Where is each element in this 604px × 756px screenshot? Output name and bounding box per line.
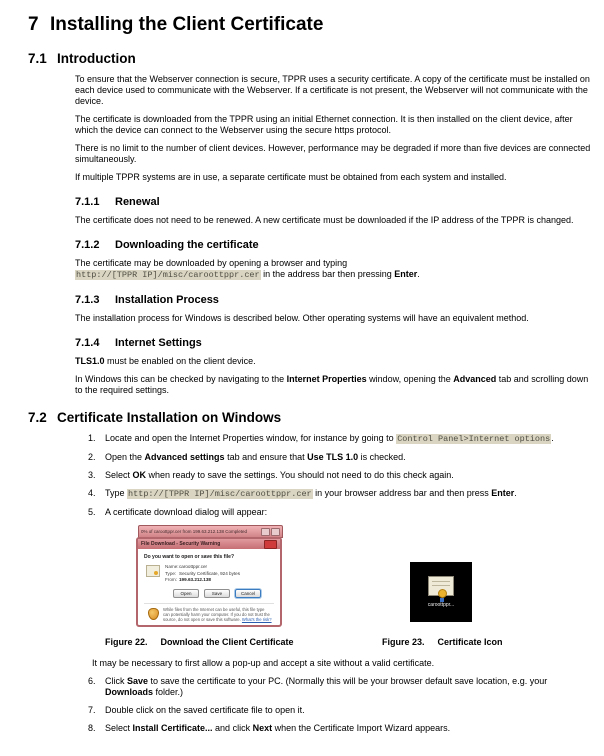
paragraph [75,313,593,324]
dialog-body [138,549,280,623]
inline-code: http://[TPPR IP]/misc/caroottppr.cer [128,489,312,499]
list-item-number: 1. [88,433,96,443]
paragraph [75,258,593,281]
text-run: In Windows this can be checked by navigating to the [75,374,287,384]
chapter-number: 7 [28,14,39,35]
section-number: 7.1 [28,51,47,66]
list-item-number: 3. [88,470,96,480]
list-item-number: 4. [88,488,96,498]
subsection-number: 7.1.4 [75,337,100,349]
bold-text: Advanced [453,374,497,384]
subsection-number: 7.1.2 [75,239,100,251]
list-item-text [105,676,593,698]
text-run: Locate and open the Internet Properties window, for instance by going to [105,433,397,443]
list-item [75,507,593,518]
text-run: A certificate download dialog will appear: [105,507,268,517]
list-item-text [105,433,593,445]
chapter-heading [28,14,590,36]
list-item-text [105,723,593,734]
whats-the-risk-link: What's the risk? [241,617,272,623]
bold-text: Downloads [105,687,154,697]
text-run: Select [105,723,133,733]
figure-22-caption-label: Figure 22. [105,637,148,647]
subsection-heading [75,337,593,349]
text-run: Double click on the saved certificate file to open it. [105,705,305,715]
text-run: The certificate is downloaded from the TPPR using an initial Ethernet connection. It is then installed on the client device, after which the device can connect to the Webserver using the secure https protocol. [75,114,573,135]
list-item-number: 6. [88,676,96,686]
from-value: 199.63.212.138 [179,577,211,582]
bold-text: TLS1.0 [75,356,105,366]
name-label: Name: [165,564,179,569]
figure-23-caption-label: Figure 23. [382,637,425,647]
bold-text: Install Certificate... [132,723,213,733]
text-run: The installation process for Windows is described below. Other operating systems will have an equivalent method. [75,313,529,323]
text-run: must be enabled on the client device. [104,356,256,366]
list-item [75,488,593,500]
text-run: is checked. [358,452,406,462]
chapter-title: Installing the Client Certificate [50,14,324,35]
figure-download-dialog-image [136,525,284,627]
figure-22-caption-text: Download the Client Certificate [160,637,294,647]
dialog-question: Do you want to open or save this file? [144,554,235,560]
subsection-number: 7.1.3 [75,294,100,306]
text-run: If multiple TPPR systems are in use, a separate certificate must be obtained from each system and installed. [75,172,507,182]
section-number: 7.2 [28,410,47,425]
text-run: tab and ensure that [224,452,308,462]
close-icon [271,528,280,536]
paragraph [75,143,593,165]
section-body [75,433,593,734]
subsection-title: Internet Settings [115,337,202,349]
list-item-text [105,507,593,518]
document-flow [28,51,590,734]
bold-text: Save [127,676,149,686]
dialog-close-icon [264,540,277,549]
text-run: There is no limit to the number of client devices. However, performance may be degraded if more than five devices are connected simultaneously. [75,143,591,164]
text-run: Select [105,470,133,480]
list-item-text [105,470,593,481]
subsection-heading [75,196,593,208]
subsection-title: Downloading the certificate [115,239,259,251]
figure-23-caption [382,637,503,647]
section-title: Certificate Installation on Windows [57,410,282,425]
list-item-number: 5. [88,507,96,517]
text-run: The certificate may be downloaded by opening a browser and typing [75,258,348,268]
warning-panel [144,603,274,623]
list-item [75,470,593,481]
section-heading [28,410,590,425]
warning-message: While files from the Internet can be useful, this file type can potentially harm your computer. If you do not trust the source, do not open or save this software. [163,606,270,623]
browser-window-title: 0% of caroottppr.cer from 199.63.212.138 Completed [141,529,248,534]
certificate-file-label: caroottppr... [427,602,455,608]
subsection-title: Installation Process [115,294,219,306]
list-item-text [105,705,593,716]
list-item-text [105,452,593,463]
list-item [75,705,593,716]
warning-text [163,607,272,623]
text-run: Click [105,676,127,686]
file-metadata [165,564,240,584]
text-run: . [514,488,517,498]
subsection-title: Renewal [115,196,160,208]
text-run: when ready to save the settings. You should not need to do this check again. [146,470,454,480]
paragraph [75,356,593,367]
section-title: Introduction [57,51,136,66]
text-run: in the address bar then pressing [260,269,395,279]
inline-code: Control Panel>Internet options [397,434,551,444]
bold-text: Advanced settings [144,452,225,462]
shield-icon [148,608,159,620]
desktop-icon-tile [410,562,472,622]
figure-certificate-icon-image [410,562,472,622]
dialog-title: File Download - Security Warning [141,541,221,547]
bold-text: Use TLS 1.0 [307,452,359,462]
save-button: Save [204,589,230,598]
figure-22-caption [105,637,294,647]
text-run: . [417,269,420,279]
text-run: To ensure that the Webserver connection is secure, TPPR uses a security certificate. A copy of the certificate must be installed on each device used to communicate with the Webserver. If a certificate is not present, the Webserver will not communicate with the device. [75,74,590,106]
text-run: and click [212,723,253,733]
section-body [75,74,593,396]
text-run: It may be necessary to first allow a pop-up and accept a site without a valid certificate. [92,658,435,668]
dialog-titlebar [138,539,280,549]
file-from-row [165,577,240,584]
seal-ribbon-icon [440,598,444,602]
subsection-number: 7.1.1 [75,196,100,208]
text-run: . [551,433,554,443]
text-run: folder.) [153,687,184,697]
figures-row [75,525,593,629]
list-item [75,452,593,463]
name-value: caroottppr.cer [179,564,208,569]
type-label: Type: [165,570,177,576]
paragraph [75,215,593,226]
inline-code: http://[TPPR IP]/misc/caroottppr.cer [76,270,260,280]
bold-text: Enter [491,488,515,498]
minimize-icon [261,528,270,536]
cancel-button: Cancel [235,589,261,598]
figure-23-caption-text: Certificate Icon [437,637,503,647]
bold-text: Enter [394,269,418,279]
list-item-number: 8. [88,723,96,733]
paragraph [75,74,593,107]
list-item [75,723,593,734]
from-label: From: [165,577,177,582]
gold-seal-icon [438,589,447,598]
text-run: tab and scrolling down to the required settings. [75,374,589,395]
list-item [75,676,593,698]
paragraph [92,658,593,669]
dialog-buttons [160,589,274,598]
paragraph [75,374,593,396]
bold-text: Internet Properties [286,374,367,384]
subsection-heading [75,294,593,306]
open-button: Open [173,589,199,598]
type-value: Security Certificate, 924 bytes [179,570,241,576]
text-run: in your browser address bar and then press [312,488,492,498]
text-run: Type [105,488,128,498]
text-run: when the Certificate Import Wizard appears. [272,723,451,733]
security-warning-dialog [136,537,282,627]
certificate-file-icon [146,565,160,577]
bold-text: Next [252,723,273,733]
list-item-text [105,488,593,500]
list-item [75,433,593,445]
subsection-heading [75,239,593,251]
figure-captions [75,637,593,648]
text-run: window, opening the [366,374,454,384]
file-info-row [144,564,274,584]
paragraph [75,114,593,136]
bold-text: OK [132,470,147,480]
list-item-number: 7. [88,705,96,715]
certificate-icon [428,576,454,596]
text-run: The certificate does not need to be renewed. A new certificate must be downloaded if the IP address of the TPPR is changed. [75,215,574,225]
text-run: to save the certificate to your PC. (Normally this will be your browser default save location, e.g. your [148,676,548,686]
text-run: Open the [105,452,145,462]
list-item-number: 2. [88,452,96,462]
section-heading [28,51,590,66]
paragraph [75,172,593,183]
